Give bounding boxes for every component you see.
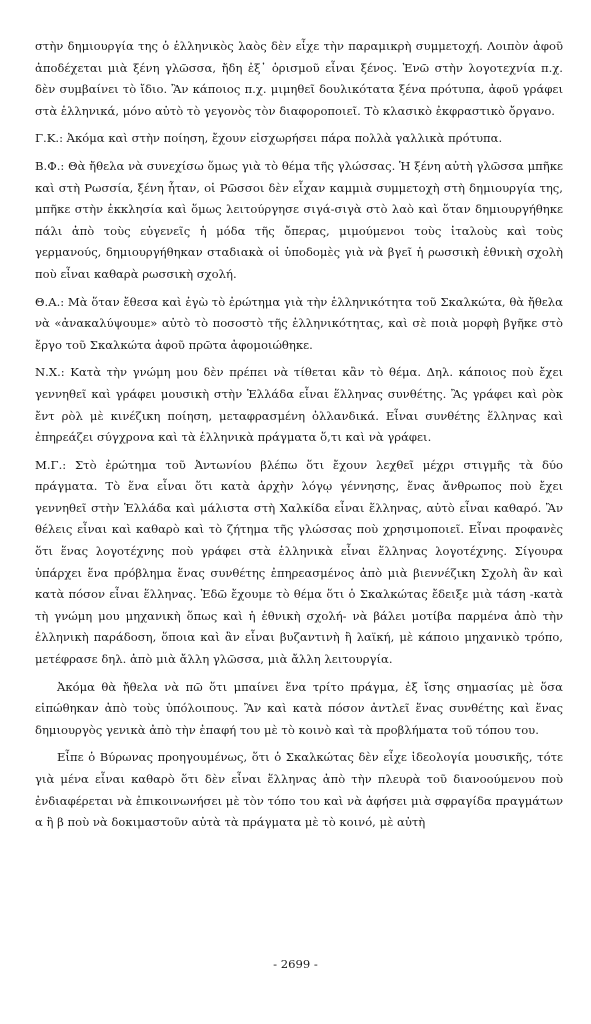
page-body (35, 36, 563, 840)
paragraph-2: Γ.Κ.: Ἀκόμα καὶ στὴν ποίηση, ἔχουν εἰσχωρήσει πάρα πολλὰ γαλλικὰ πρότυπα. (35, 131, 503, 146)
paragraph-5: Ν.Χ.: Κατὰ τὴν γνώμη μου δὲν πρέπει νὰ τίθεται κἂν τὸ θέμα. Δηλ. κάποιος ποὺ ἔχει γεννηθεῖ καὶ γράφει μουσικὴ στὴν Ἑλλάδα εἶναι ἕλληνας συνθέτης. Ἂς γράφει καὶ ρὸκ ἔντ ρὸλ μὲ κινέζικη ποίηση, μεταφρασμένη ὀλλανδικά. Εἶναι συνθέτης ἕλληνας καὶ ἐπηρεάζει σύγχρονα καὶ τὰ ἑλληνικὰ πράγματα ὅ,τι καὶ νὰ γράφει. (35, 365, 563, 445)
paragraph-1: στὴν δημιουργία της ὁ ἑλληνικὸς λαὸς δὲν εἶχε τὴν παραμικρὴ συμμετοχή. Λοιπὸν ἀφοῦ ἀποδέχεται μιὰ ξένη γλῶσσα, ἤδη ἐξ᾽ ὁρισμοῦ εἶναι ξένος. Ἐνῶ στὴν λογοτεχνία π.χ. δὲν συμβαίνει τὸ ἴδιο. Ἂν κάποιος π.χ. μιμηθεῖ δουλικότατα ξένα πρότυπα, ἀφοῦ γράφει στὰ ἑλληνικά, μόνο αὐτὸ τὸ γεγονὸς τὸν διαφοροποιεῖ. Τὸ κλασικὸ ἐκφραστικὸ ὄργανο. (35, 39, 563, 118)
paragraph-8: Εἶπε ὁ Βύρωνας προηγουμένως, ὅτι ὁ Σκαλκώτας δὲν εἶχε ἰδεολογία μουσικῆς, τότε γιὰ μένα εἶναι καθαρὸ ὅτι δὲν εἶναι ἕλληνας ἀπὸ τὴν πλευρὰ τοῦ διανοούμενου ποὺ ἐνδιαφέρεται νὰ ἐπικοινωνήσει μὲ τὸν τόπο του καὶ νὰ ἀφήσει μιὰ σφραγίδα πραγμάτων α ἢ β ποὺ νὰ δοκιμαστοῦν αὐτὰ τὰ πράγματα μὲ τὸ κοινό, μὲ αὐτὴ (35, 750, 563, 830)
paragraph-4: Θ.Α.: Μὰ ὅταν ἔθεσα καὶ ἐγὼ τὸ ἐρώτημα γιὰ τὴν ἑλληνικότητα τοῦ Σκαλκώτα, θὰ ἤθελα νὰ «ἀνακαλύψουμε» αὐτὸ τὸ ποσοστὸ τῆς ἑλληνικότητας, καὶ σὲ ποιὰ μορφὴ βγῆκε στὸ ἔργο τοῦ Σκαλκώτα ἀφοῦ πρῶτα ἀφομοιώθηκε. (35, 294, 563, 352)
paragraph-6: Μ.Γ.: Στὸ ἐρώτημα τοῦ Ἀντωνίου βλέπω ὅτι ἔχουν λεχθεῖ μέχρι στιγμῆς τὰ δύο πράγματα. Τὸ ἕνα εἶναι ὅτι κατὰ ἀρχὴν λόγῳ γέννησης, ἕνας ἄνθρωπος ποὺ ἔχει γεννηθεῖ στὴν Ἑλλάδα καὶ μάλιστα στὴ Χαλκίδα εἶναι ἕλληνας, αὐτὸ εἶναι καθαρό. Ἂν θέλεις εἶναι καὶ καθαρὸ καὶ τὸ ζήτημα τῆς γλώσσας ποὺ χρησιμοποιεῖ. Εἶναι προφανὲς ὅτι ἕνας λογοτέχνης ποὺ γράφει στὰ ἑλληνικὰ εἶναι ἕλληνας λογοτέχνης. Σίγουρα ὑπάρχει ἕνα πρόβλημα ἕνας συνθέτης ἐπηρεασμένος ἀπὸ μιὰ βιεννέζικη Σχολὴ ἂν καὶ κατὰ πόσον εἶναι ἕλληνας. Ἐδῶ ἔχουμε τὸ θέμα ὅτι ὁ Σκαλκώτας ἔδειξε μιὰ τάση -κατὰ τὴ γνώμη μου μηχανικὴ ὅπως καὶ ἡ ἐθνικὴ σχολή- νὰ βάλει μοτίβα παρμένα ἀπὸ τὴν ἑλληνικὴ παράδοση, ὅποια καὶ ἂν εἶναι βυζαντινὴ ἢ λαϊκή, μὲ κάποιο μηχανικὸ τρόπο, μετέφρασε δηλ. ἀπὸ μιὰ ἄλλη γλῶσσα, μιὰ ἄλλη λειτουργία. (35, 457, 563, 667)
paragraph-3: Β.Φ.: Θὰ ἤθελα νὰ συνεχίσω ὅμως γιὰ τὸ θέμα τῆς γλώσσας. Ἡ ξένη αὐτὴ γλῶσσα μπῆκε καὶ στὴ Ρωσσία, ξένη ἦταν, οἱ Ρῶσσοι δὲν εἶχαν καμμιὰ συμμετοχὴ στὴ δημιουργία της, μπῆκε στὴν ἐκκλησία καὶ ὅμως λειτούργησε σιγά-σιγὰ στὸ λαὸ καὶ ὅταν δημιουργήθηκε πάλι ἀπὸ τοὺς εὐγενεῖς ἡ μόδα τῆς ὄπερας, μιμούμενοι τοὺς ἰταλοὺς καὶ τοὺς γερμανούς, δημιουργήθηκαν σταδιακὰ οἱ ὑποδομὲς γιὰ νὰ βγεῖ ἡ ρωσσικὴ ἐθνικὴ σχολὴ ποὺ εἶναι καθαρὰ ρωσσικὴ σχολή. (35, 158, 563, 281)
paragraph-7: Ἀκόμα θὰ ἤθελα νὰ πῶ ὅτι μπαίνει ἕνα τρίτο πράγμα, ἐξ ἴσης σημασίας μὲ ὅσα εἰπώθηκαν ἀπὸ τοὺς ὑπόλοιπους. Ἂν καὶ κατὰ πόσον ἀντλεῖ ἕνας συνθέτης καὶ ἕνας δημιουργὸς γενικὰ ἀπὸ τὴν ἐπαφή του μὲ τὸ κοινὸ καὶ τὰ προβλήματα τοῦ τόπου του. (35, 679, 563, 737)
page-number: - 2699 - (273, 957, 318, 971)
